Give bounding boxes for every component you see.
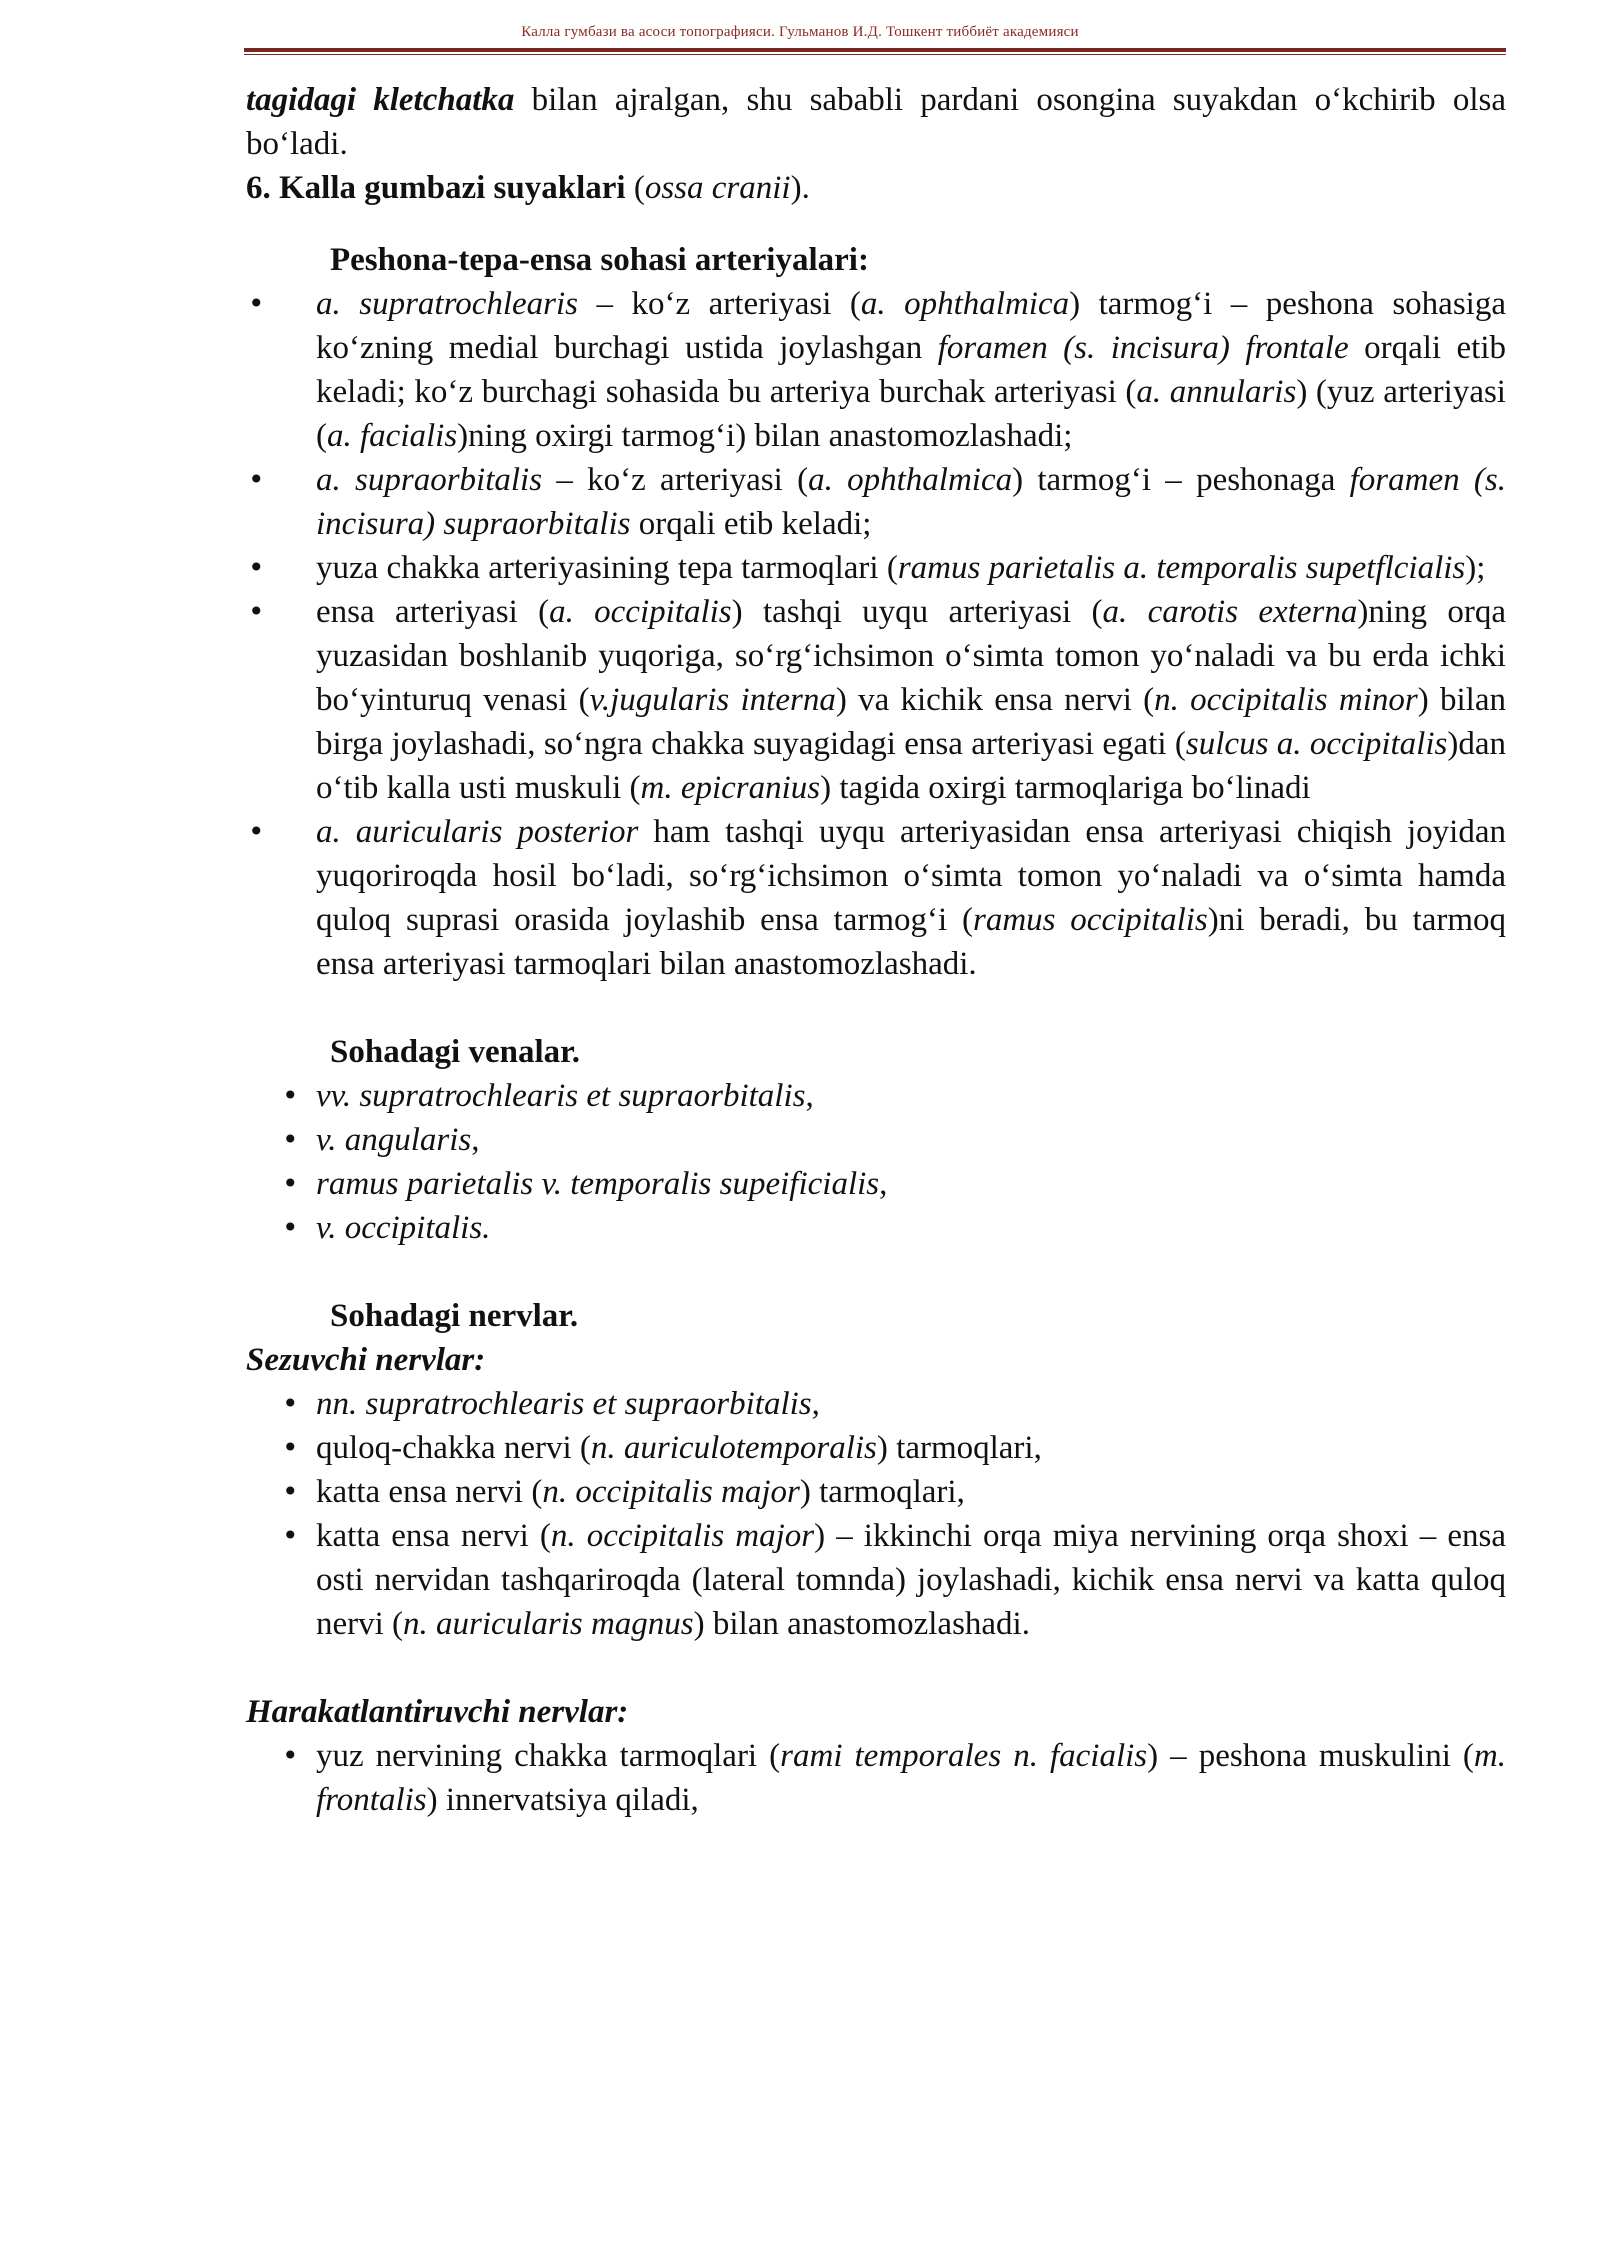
item-text: ) – ikkinchi orqa miya nervining orqa shoxi – ensa osti nervidan tashqariroqda (lateral tomnda) joylashadi, kichik ensa nervi va katta quloq nervi (	[316, 1518, 1506, 1642]
latin-term: m. epicranius	[640, 770, 821, 806]
list-item	[246, 1734, 1506, 1822]
latin-term: v. angularis	[316, 1122, 472, 1158]
section-6-latin: ossa cranii	[644, 170, 791, 206]
item-text: katta ensa nervi (	[316, 1518, 551, 1554]
veins-heading: Sohadagi venalar.	[330, 1034, 581, 1070]
intro-text: bilan ajralgan, shu sababli pardani osongina suyakdan o‘kchirib olsa bo‘ladi.	[246, 82, 1506, 162]
list-item	[246, 1382, 1506, 1426]
list-item	[246, 810, 1506, 986]
item-text: orqali etib keladi;	[630, 506, 872, 542]
item-text: ) tarmog‘i – peshona sohasiga ko‘zning medial burchagi ustida joylashgan	[316, 286, 1506, 366]
list-item	[246, 546, 1506, 590]
section-6-title	[246, 166, 1506, 210]
latin-term: m. frontalis	[316, 1738, 1507, 1818]
item-text: ,	[471, 1122, 480, 1158]
intro-term: tagidagi kletchatka	[246, 82, 515, 118]
latin-term: a. ophthalmica	[808, 462, 1013, 498]
latin-term: n. auriculotemporalis	[590, 1430, 877, 1466]
latin-term: a. supratrochlearis	[316, 286, 579, 322]
list-item	[246, 1162, 1506, 1206]
latin-term: foramen (s. incisura) supraorbitalis	[316, 462, 1506, 542]
list-item	[246, 1426, 1506, 1470]
motor-nerves-heading: Harakatlantiruvchi nervlar:	[246, 1694, 629, 1730]
item-text: ) tarmoqlari,	[799, 1474, 965, 1510]
latin-term: ramus parietalis a. temporalis supetflcialis	[897, 550, 1466, 586]
latin-term: ramus occipitalis	[972, 902, 1208, 938]
latin-term: ramus parietalis v. temporalis supeificialis	[316, 1166, 880, 1202]
arteries-heading: Peshona-tepa-ensa sohasi arteriyalari:	[330, 242, 869, 278]
latin-term: foramen (s. incisura) frontale	[937, 330, 1349, 366]
item-text: )ni beradi, bu tarmoq ensa arteriyasi tarmoqlari bilan anastomozlashadi.	[316, 902, 1506, 982]
item-text: – ko‘z arteriyasi (	[578, 286, 861, 322]
item-text: ) tashqi uyqu arteriyasi (	[731, 594, 1103, 630]
latin-term: v.jugularis interna	[589, 682, 836, 718]
list-item	[246, 458, 1506, 546]
item-text: orqali etib keladi; ko‘z burchagi sohasida bu arteriya burchak arteriyasi (	[316, 330, 1507, 410]
item-text: ,	[805, 1078, 814, 1114]
item-text: ,	[811, 1386, 820, 1422]
paren-close: ).	[790, 170, 810, 206]
item-text: quloq-chakka nervi (	[316, 1430, 591, 1466]
list-item	[246, 282, 1506, 458]
item-text: yuza chakka arteriyasining tepa tarmoqlari (	[316, 550, 898, 586]
latin-term: nn. supratrochlearis et supraorbitalis	[316, 1386, 812, 1422]
list-item	[246, 1514, 1506, 1646]
item-text: ) – peshona muskulini (	[1147, 1738, 1474, 1774]
item-text: yuz nervining chakka tarmoqlari (	[316, 1738, 781, 1774]
list-item	[246, 590, 1506, 810]
latin-term: a. carotis externa	[1102, 594, 1358, 630]
section-6-label: 6. Kalla gumbazi suyaklari	[246, 170, 626, 206]
item-text: ham tashqi uyqu arteriyasidan ensa arteriyasi chiqish joyidan yuqoriroqda hosil bo‘ladi, so‘rg‘ichsimon o‘simta tomon yo‘naladi va o‘simta hamda quloq suprasi orasida joylashib ensa tarmog‘i (	[316, 814, 1506, 938]
item-text: );	[1465, 550, 1486, 586]
latin-term: a. auricularis posterior	[316, 814, 639, 850]
latin-term: n. occipitalis minor	[1154, 682, 1418, 718]
latin-term: a. annularis	[1136, 374, 1297, 410]
header-rule	[244, 48, 1506, 55]
list-item	[246, 1074, 1506, 1118]
document-body	[246, 78, 1506, 1822]
latin-term: a. ophthalmica	[860, 286, 1070, 322]
item-text: katta ensa nervi (	[316, 1474, 543, 1510]
latin-term: rami temporales n. facialis	[780, 1738, 1148, 1774]
item-text: – ko‘z arteriyasi (	[542, 462, 809, 498]
item-text: ) tarmog‘i – peshonaga	[1012, 462, 1350, 498]
item-text: ,	[879, 1166, 888, 1202]
latin-term: n. occipitalis major	[542, 1474, 800, 1510]
sensory-nerves-heading: Sezuvchi nervlar:	[246, 1342, 486, 1378]
latin-term: a. occipitalis	[549, 594, 732, 630]
item-text: ) va kichik ensa nervi (	[835, 682, 1155, 718]
item-text: ) bilan birga joylashadi, so‘ngra chakka suyagidagi ensa arteriyasi egati (	[316, 682, 1506, 762]
item-text: )ning orqa yuzasidan boshlanib yuqoriga, so‘rg‘ichsimon o‘simta tomon yo‘naladi va bu erda ichki bo‘yinturuq venasi (	[316, 594, 1506, 718]
sensory-nerves-list	[246, 1382, 1506, 1646]
latin-term: a. supraorbitalis	[316, 462, 543, 498]
item-text: ) (yuz arteriyasi (	[316, 374, 1506, 454]
running-header: Калла гумбази ва асоси топографияси. Гульманов И.Д. Тошкент тиббиёт академияси	[521, 24, 1079, 40]
item-text: ) innervatsiya qiladi,	[426, 1782, 699, 1818]
intro-paragraph	[246, 78, 1506, 166]
latin-term: a. facialis	[327, 418, 458, 454]
list-item	[246, 1470, 1506, 1514]
list-item	[246, 1206, 1506, 1250]
arteries-list	[246, 282, 1506, 986]
veins-list	[246, 1074, 1506, 1250]
latin-term: n. auricularis magnus	[403, 1606, 694, 1642]
latin-term: v. occipitalis.	[316, 1210, 491, 1246]
latin-term: n. occipitalis major	[550, 1518, 815, 1554]
latin-term: vv. supratrochlearis et supraorbitalis	[316, 1078, 806, 1114]
motor-nerves-list	[246, 1734, 1506, 1822]
item-text: )dan o‘tib kalla usti muskuli (	[316, 726, 1506, 806]
list-item	[246, 1118, 1506, 1162]
item-text: ) bilan anastomozlashadi.	[693, 1606, 1030, 1642]
item-text: )ning oxirgi tarmog‘i) bilan anastomozlashadi;	[457, 418, 1073, 454]
latin-term: sulcus a. occipitalis	[1185, 726, 1448, 762]
item-text: ) tagida oxirgi tarmoqlariga bo‘linadi	[820, 770, 1311, 806]
paren-open: (	[625, 170, 645, 206]
item-text: ensa arteriyasi (	[316, 594, 550, 630]
item-text: ) tarmoqlari,	[876, 1430, 1042, 1466]
nerves-heading: Sohadagi nervlar.	[330, 1298, 579, 1334]
